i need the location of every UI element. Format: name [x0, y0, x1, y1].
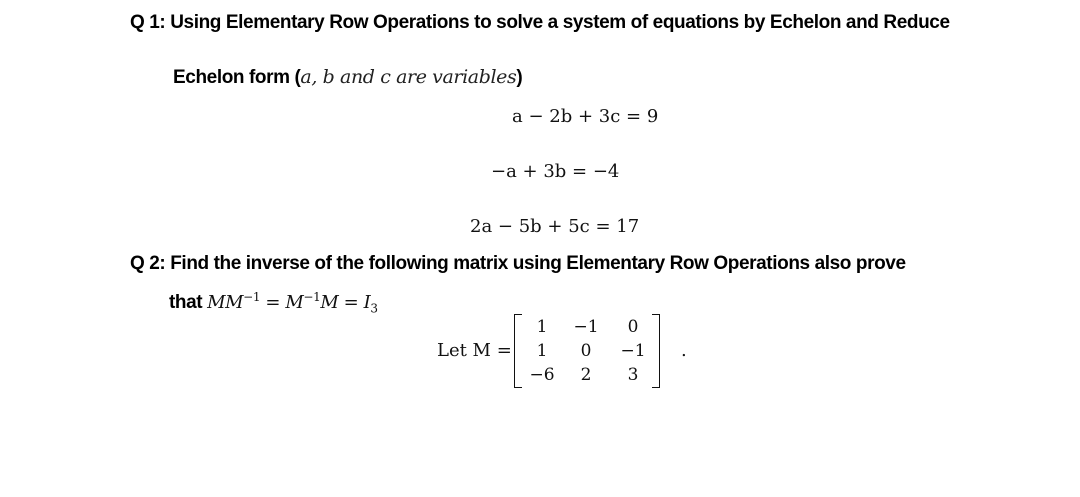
matrix-cell: −1	[573, 317, 599, 337]
equation-1: a − 2b + 3c = 9	[512, 106, 659, 127]
question-2-title: Q 2: Find the inverse of the following matrix using Elementary Row Operations also prove	[130, 253, 906, 274]
subtitle-prefix: Echelon form	[173, 67, 295, 88]
matrix-cell: 3	[627, 365, 639, 385]
expr-identity-sub: 3	[370, 301, 378, 316]
subtitle-prefix: that	[169, 292, 208, 313]
expr-exp-1: −1	[243, 290, 261, 304]
variables-note: a, b and c are variables	[300, 66, 517, 88]
question-1-subtitle	[173, 66, 522, 89]
equation-3: 2a − 5b + 5c = 17	[470, 216, 640, 237]
expr-m: M	[285, 292, 304, 313]
matrix-period: .	[681, 340, 687, 361]
expr-identity: I	[363, 292, 371, 313]
matrix-right-bracket	[652, 314, 660, 388]
question-2-subtitle	[169, 290, 378, 316]
expr-equals-2: =	[338, 292, 364, 313]
matrix-cell: −1	[620, 341, 646, 361]
matrix-m	[514, 314, 686, 386]
expr-exp-2: −1	[303, 290, 321, 304]
matrix-left-bracket	[514, 314, 522, 388]
matrix-cell: −6	[529, 365, 555, 385]
matrix-cell: 2	[580, 365, 592, 385]
matrix-cell: 0	[627, 317, 639, 337]
question-1-title: Q 1: Using Elementary Row Operations to solve a system of equations by Echelon and Reduce	[130, 12, 950, 33]
paren-open: (	[294, 67, 301, 88]
expr-m2: M	[320, 292, 339, 313]
matrix-cell: 1	[536, 341, 548, 361]
matrix-cell: 0	[580, 341, 592, 361]
expr-mm: MM	[207, 292, 244, 313]
equation-2: −a + 3b = −4	[491, 161, 620, 182]
paren-close: )	[516, 67, 523, 88]
expr-equals-1: =	[260, 292, 286, 313]
identity-expression	[207, 290, 378, 316]
matrix-cell: 1	[536, 317, 548, 337]
let-m-label: Let M =	[437, 340, 512, 361]
